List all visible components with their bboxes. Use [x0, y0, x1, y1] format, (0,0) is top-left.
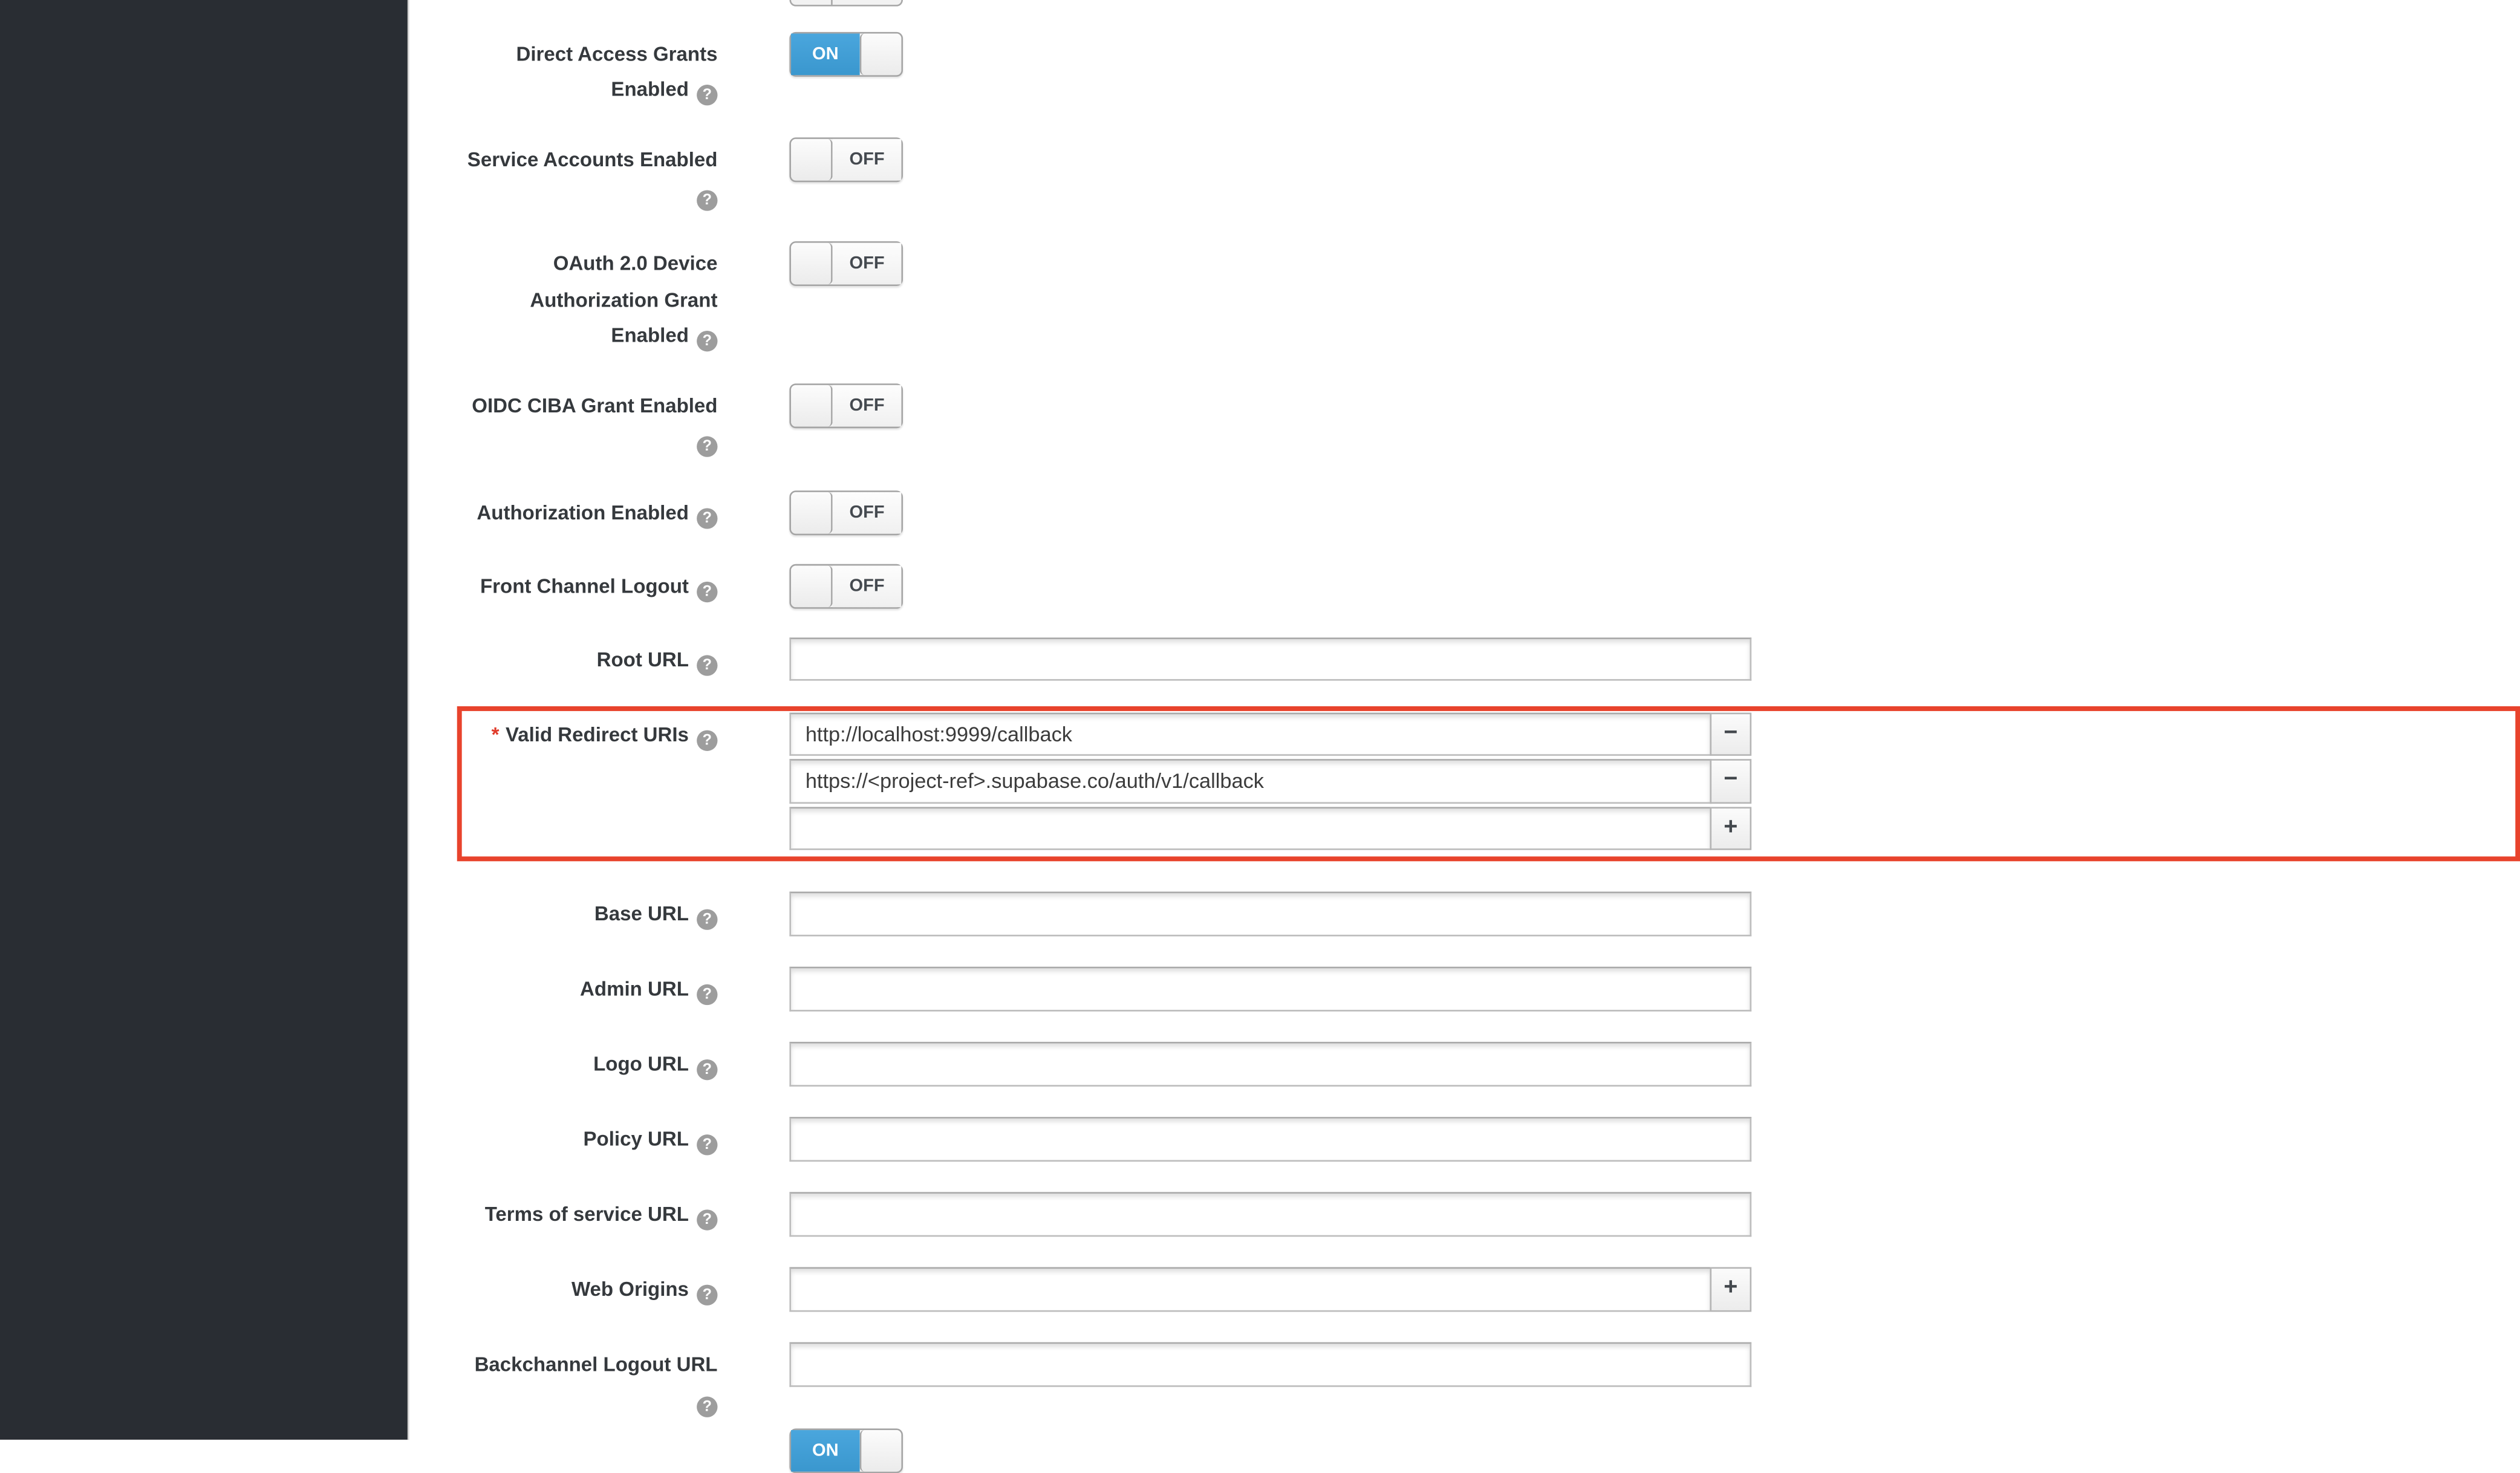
root-url-label — [422, 637, 718, 677]
form-row-service-accounts — [422, 137, 2471, 213]
admin-url-label-text: Admin URL — [580, 978, 689, 1001]
valid-redirect-uris-input-0[interactable] — [789, 712, 1711, 756]
oauth-device-grant-label-text: Enabled — [611, 324, 689, 347]
help-icon[interactable]: ? — [697, 1134, 717, 1155]
terms-of-service-url-label-text: Terms of service URL — [484, 1203, 689, 1226]
toggle-off-label: OFF — [833, 138, 902, 180]
oauth-device-grant-label-text: OAuth 2.0 Device — [553, 252, 718, 275]
plus-icon: + — [1724, 1273, 1738, 1301]
policy-url-label — [422, 1117, 718, 1157]
form-row-web-origins — [422, 1267, 2471, 1312]
next-setting-label — [422, 1428, 718, 1433]
valid-redirect-uris-remove-button-0[interactable] — [1710, 712, 1751, 756]
valid-redirect-uris-label-text: Valid Redirect URIs — [506, 723, 689, 746]
toggle-off-label: OFF — [833, 385, 902, 426]
form-row-oauth-device-grant — [422, 241, 2471, 354]
help-icon[interactable]: ? — [697, 654, 717, 675]
root-url-label-text: Root URL — [596, 648, 689, 671]
help-icon[interactable]: ? — [697, 85, 717, 105]
admin-url-label — [422, 967, 718, 1007]
web-origins-add-button-0[interactable] — [1710, 1267, 1751, 1312]
toggle-handle — [791, 138, 833, 180]
terms-of-service-url-input[interactable] — [789, 1192, 1751, 1236]
policy-url-label-text: Policy URL — [583, 1128, 689, 1151]
plus-icon: + — [1724, 813, 1738, 841]
direct-access-grants-label-text: Direct Access Grants — [516, 42, 718, 65]
toggle-handle — [791, 243, 833, 285]
help-icon[interactable]: ? — [697, 1285, 717, 1306]
toggle-handle — [791, 565, 833, 606]
service-accounts-toggle[interactable] — [789, 137, 903, 181]
help-icon[interactable]: ? — [697, 1059, 717, 1080]
oidc-ciba-grant-toggle[interactable] — [789, 383, 903, 428]
oidc-ciba-grant-label-text: OIDC CIBA Grant Enabled — [472, 394, 718, 417]
valid-redirect-uris-label — [422, 712, 718, 752]
authorization-enabled-toggle[interactable] — [789, 490, 903, 535]
root-url-input[interactable] — [789, 637, 1751, 681]
form-row-next-setting — [422, 1428, 2471, 1473]
valid-redirect-uris-add-button-2[interactable] — [1710, 806, 1751, 850]
help-icon[interactable]: ? — [697, 729, 717, 750]
form-row-authorization-enabled — [422, 490, 2471, 535]
policy-url-input[interactable] — [789, 1117, 1751, 1161]
previous-setting-toggle[interactable] — [789, 0, 903, 5]
backchannel-logout-url-label-text: Backchannel Logout URL — [474, 1353, 718, 1376]
toggle-handle — [791, 385, 833, 426]
backchannel-logout-url-label — [422, 1342, 718, 1419]
toggle-off-label: OFF — [833, 243, 902, 285]
form-row-previous-setting — [422, 0, 2471, 5]
help-icon[interactable]: ? — [697, 581, 717, 602]
toggle-divider — [831, 0, 833, 4]
web-origins-input-0[interactable] — [789, 1267, 1711, 1312]
authorization-enabled-label — [422, 490, 718, 530]
help-icon[interactable]: ? — [697, 984, 717, 1005]
toggle-on-label: ON — [791, 1430, 860, 1472]
front-channel-logout-toggle[interactable] — [789, 563, 903, 608]
form-row-terms-of-service-url — [422, 1192, 2471, 1236]
help-icon[interactable]: ? — [697, 507, 717, 528]
valid-redirect-uris-item-1 — [789, 759, 1751, 803]
valid-redirect-uris-input-2[interactable] — [789, 806, 1711, 850]
form-row-front-channel-logout — [422, 563, 2471, 608]
valid-redirect-uris-item-0 — [789, 712, 1751, 756]
direct-access-grants-label-text: Enabled — [611, 78, 689, 101]
sidebar — [0, 0, 408, 1439]
help-icon[interactable]: ? — [697, 331, 717, 351]
form-row-backchannel-logout-url — [422, 1342, 2471, 1419]
help-icon[interactable]: ? — [697, 1396, 717, 1416]
previous-setting-label — [422, 0, 718, 5]
next-setting-toggle[interactable] — [789, 1428, 903, 1473]
web-origins-item-0 — [789, 1267, 1751, 1312]
settings-panel — [409, 0, 2470, 1461]
toggle-handle — [791, 492, 833, 533]
client-settings-form — [409, 0, 2470, 1473]
front-channel-logout-label-text: Front Channel Logout — [480, 574, 689, 597]
logo-url-input[interactable] — [789, 1042, 1751, 1086]
help-icon[interactable]: ? — [697, 190, 717, 210]
terms-of-service-url-label — [422, 1192, 718, 1232]
web-origins-label — [422, 1267, 718, 1308]
web-origins-label-text: Web Origins — [571, 1278, 689, 1301]
form-row-base-url — [422, 892, 2471, 936]
oidc-ciba-grant-label — [422, 383, 718, 460]
valid-redirect-uris-remove-button-1[interactable] — [1710, 759, 1751, 803]
help-icon[interactable]: ? — [697, 1209, 717, 1230]
toggle-off-label: OFF — [833, 565, 902, 606]
toggle-handle — [860, 33, 902, 74]
base-url-label-text: Base URL — [594, 903, 689, 926]
valid-redirect-uris-input-1[interactable] — [789, 759, 1711, 803]
form-row-valid-redirect-uris — [422, 712, 2471, 850]
authorization-enabled-label-text: Authorization Enabled — [477, 501, 689, 524]
toggle-handle — [860, 1430, 902, 1472]
form-row-root-url — [422, 637, 2471, 681]
logo-url-label — [422, 1042, 718, 1082]
service-accounts-label — [422, 137, 718, 213]
logo-url-label-text: Logo URL — [593, 1053, 689, 1076]
minus-icon: − — [1724, 718, 1738, 746]
front-channel-logout-label — [422, 563, 718, 603]
direct-access-grants-toggle[interactable] — [789, 31, 903, 76]
backchannel-logout-url-input[interactable] — [789, 1342, 1751, 1387]
form-row-direct-access-grants — [422, 31, 2471, 108]
help-icon[interactable]: ? — [697, 436, 717, 457]
direct-access-grants-label — [422, 31, 718, 108]
form-row-oidc-ciba-grant — [422, 383, 2471, 460]
oauth-device-grant-label-text: Authorization Grant — [530, 288, 718, 311]
toggle-off-label: OFF — [833, 492, 902, 533]
admin-url-input[interactable] — [789, 967, 1751, 1011]
oauth-device-grant-label — [422, 241, 718, 354]
form-row-policy-url — [422, 1117, 2471, 1161]
minus-icon: − — [1724, 766, 1738, 793]
base-url-label — [422, 892, 718, 932]
form-row-logo-url — [422, 1042, 2471, 1086]
oauth-device-grant-toggle[interactable] — [789, 241, 903, 286]
required-asterisk: * — [491, 723, 500, 746]
form-row-admin-url — [422, 967, 2471, 1011]
base-url-input[interactable] — [789, 892, 1751, 936]
service-accounts-label-text: Service Accounts Enabled — [467, 148, 718, 171]
help-icon[interactable]: ? — [697, 909, 717, 930]
toggle-on-label: ON — [791, 33, 860, 74]
valid-redirect-uris-item-2 — [789, 806, 1751, 850]
